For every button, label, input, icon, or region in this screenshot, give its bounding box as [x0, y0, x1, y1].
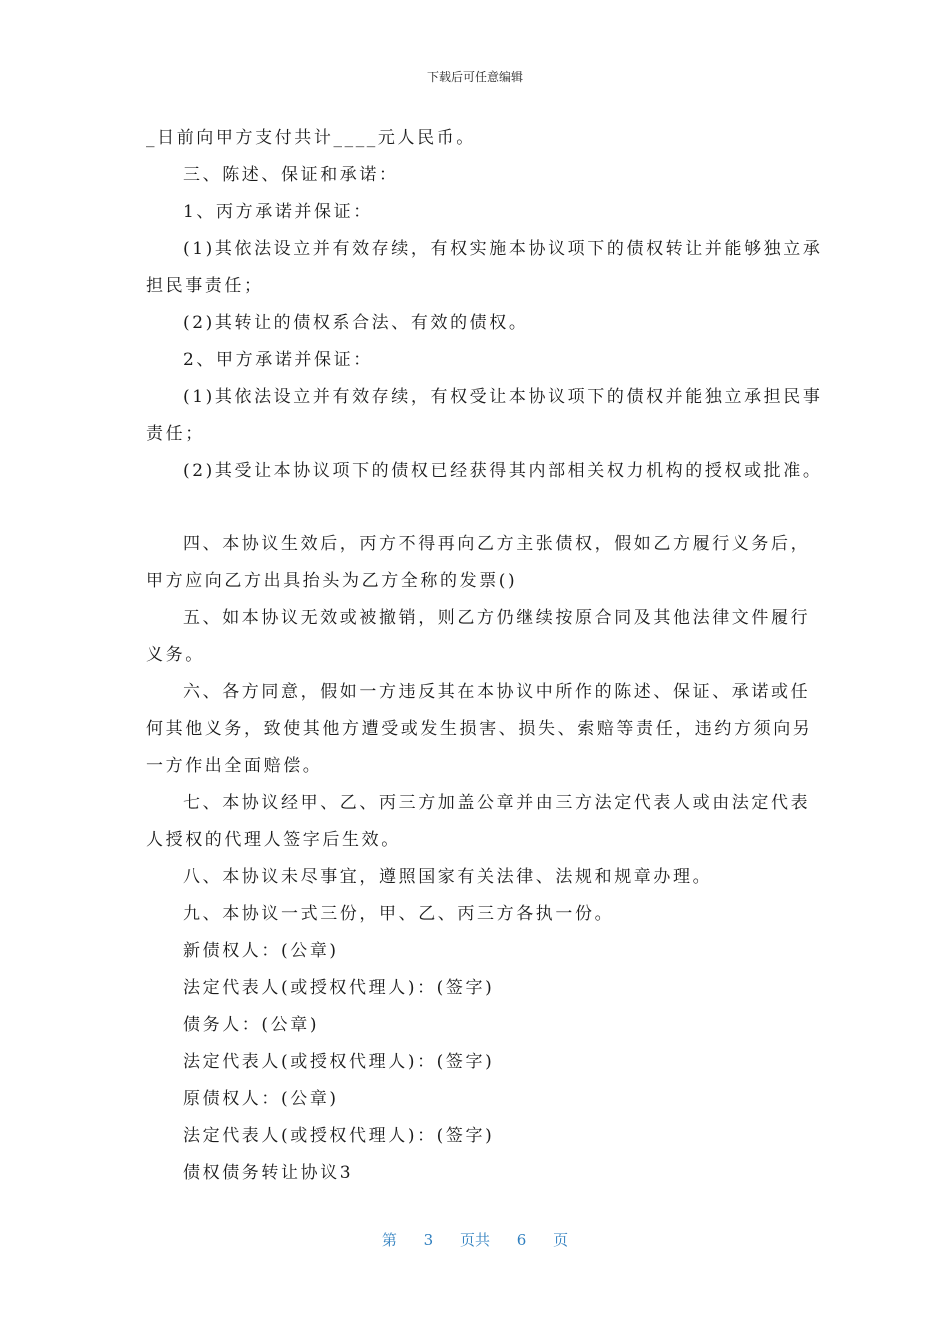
paragraph-line: 四、本协议生效后，丙方不得再向乙方主张债权，假如乙方履行义务后，	[183, 534, 811, 554]
paragraph-line: (1)其依法设立并有效存续，有权受让本协议项下的债权并能独立承担民事	[183, 387, 823, 407]
paragraph-line: _日前向甲方支付共计____元人民币。	[146, 128, 476, 148]
signature-line: 法定代表人(或授权代理人)：(签字)	[183, 978, 495, 998]
paragraph-line: 责任；	[146, 424, 205, 444]
section-heading: 三、陈述、保证和承诺：	[183, 165, 399, 185]
page-suffix: 页	[553, 1231, 569, 1249]
document-body	[146, 120, 823, 1192]
signature-line: 债务人：(公章)	[183, 1015, 320, 1035]
signature-line: 法定代表人(或授权代理人)：(签字)	[183, 1126, 495, 1146]
paragraph-line: 八、本协议未尽事宜，遵照国家有关法律、法规和规章办理。	[183, 867, 713, 887]
page-number: 3	[423, 1231, 434, 1249]
header-note: 下载后可任意编辑	[426, 70, 523, 84]
paragraph-line: 义务。	[146, 645, 205, 665]
subsection-heading: 1、丙方承诺并保证：	[183, 202, 373, 222]
paragraph-line: (2)其转让的债权系合法、有效的债权。	[183, 313, 529, 333]
signature-line: 法定代表人(或授权代理人)：(签字)	[183, 1052, 495, 1072]
paragraph-gap	[146, 490, 806, 526]
paragraph-line: 甲方应向乙方出具抬头为乙方全称的发票()	[146, 571, 518, 591]
subsection-heading: 2、甲方承诺并保证：	[183, 350, 373, 370]
signature-line: 新债权人：(公章)	[183, 941, 339, 961]
total-pages: 6	[516, 1231, 527, 1249]
document-subtitle: 债权债务转让协议3	[183, 1163, 354, 1183]
page-footer	[0, 1229, 950, 1250]
paragraph-line: 九、本协议一式三份，甲、乙、丙三方各执一份。	[183, 904, 615, 924]
paragraph-line: 担民事责任；	[146, 276, 264, 296]
paragraph-line: (2)其受让本协议项下的债权已经获得其内部相关权力机构的授权或批准。	[183, 461, 823, 481]
paragraph-line: 一方作出全面赔偿。	[146, 756, 323, 776]
paragraph-line: 何其他义务，致使其他方遭受或发生损害、损失、索赔等责任，违约方须向另	[146, 719, 813, 739]
paragraph-line: 五、如本协议无效或被撤销，则乙方仍继续按原合同及其他法律文件履行	[183, 608, 811, 628]
paragraph-line: 六、各方同意，假如一方违反其在本协议中所作的陈述、保证、承诺或任	[183, 682, 811, 702]
page-label: 第	[381, 1231, 397, 1249]
paragraph-line: (1)其依法设立并有效存续，有权实施本协议项下的债权转让并能够独立承	[183, 239, 823, 259]
total-label: 页共	[459, 1231, 490, 1249]
paragraph-line: 七、本协议经甲、乙、丙三方加盖公章并由三方法定代表人或由法定代表	[183, 793, 811, 813]
paragraph-line: 人授权的代理人签字后生效。	[146, 830, 401, 850]
signature-line: 原债权人：(公章)	[183, 1089, 339, 1109]
